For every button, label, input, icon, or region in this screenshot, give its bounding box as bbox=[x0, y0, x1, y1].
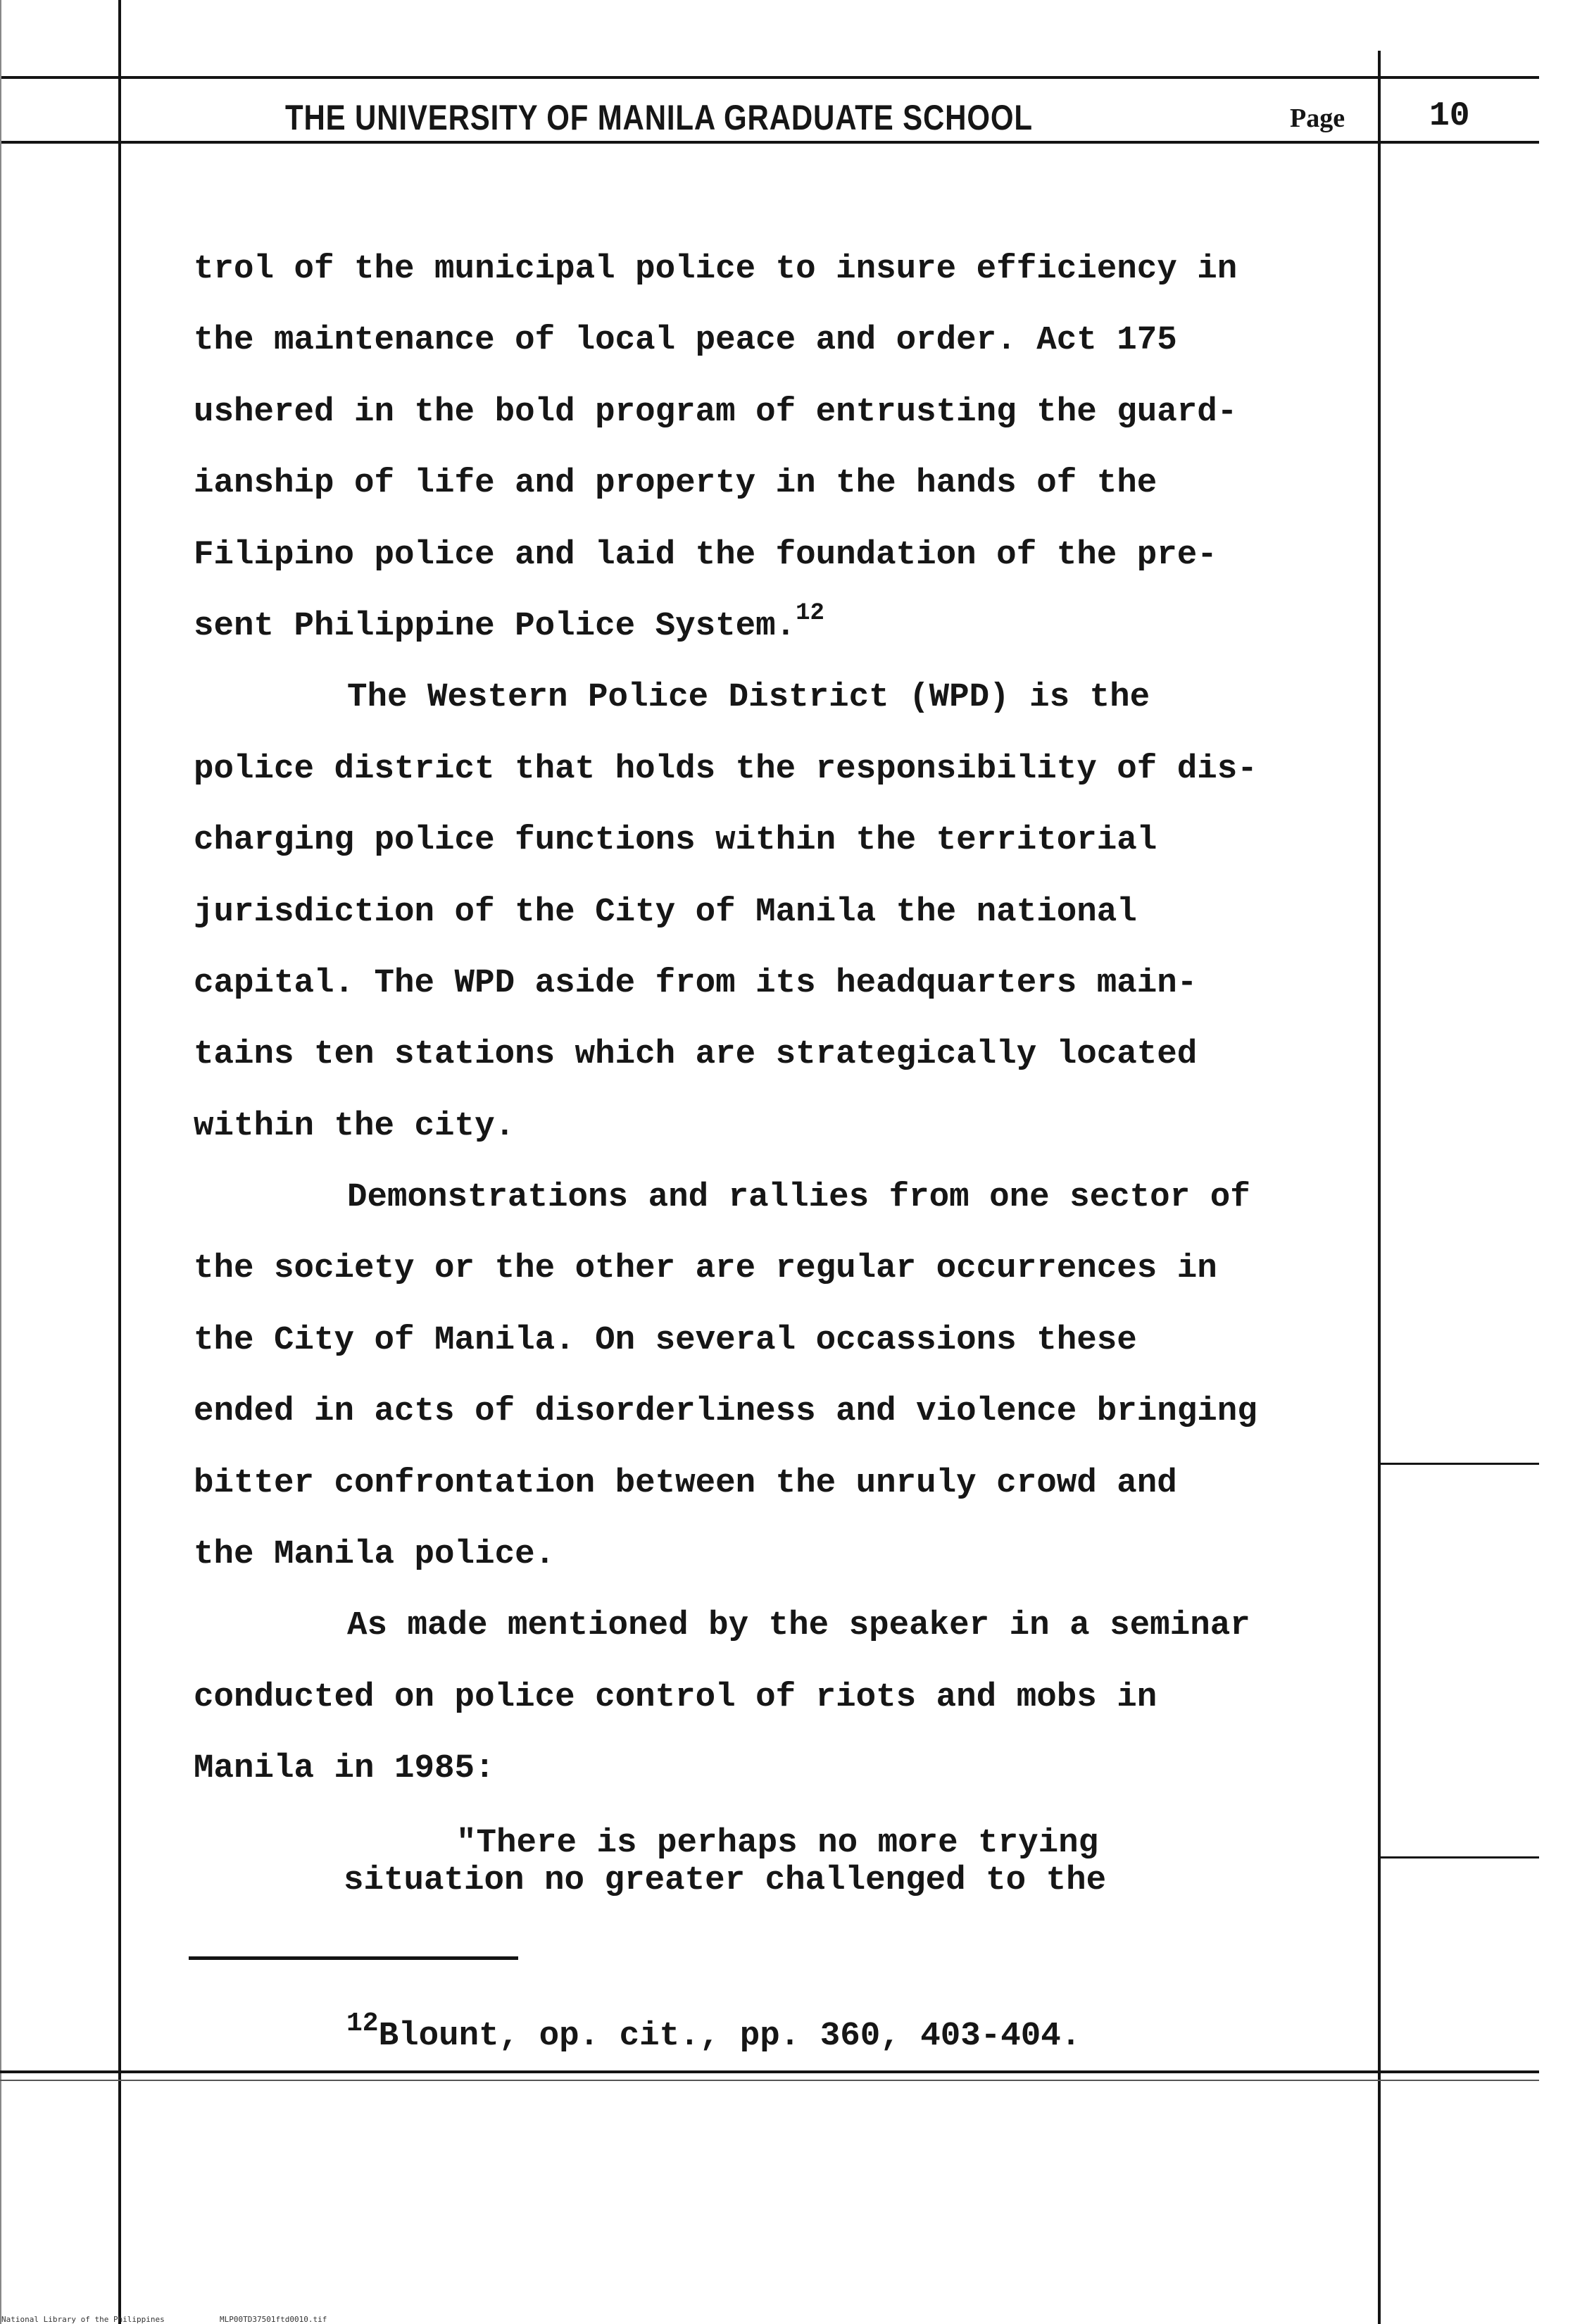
text-line: the Manila police. bbox=[194, 1535, 556, 1574]
text-line: the City of Manila. On several occassions these bbox=[194, 1320, 1137, 1359]
text-line-with-footnote bbox=[194, 591, 1362, 662]
library-caption: National Library of the Philippines bbox=[1, 2315, 165, 2324]
right-margin-rule bbox=[1378, 51, 1381, 2324]
left-margin-rule bbox=[118, 0, 121, 2324]
left-edge-rule bbox=[0, 0, 1, 2324]
footnote-reference: 12 bbox=[796, 599, 824, 627]
page-label: Page bbox=[1290, 104, 1345, 133]
right-column-rule-lower bbox=[1381, 1856, 1539, 1858]
text-line: Filipino police and laid the foundation of the pre- bbox=[194, 535, 1217, 574]
text-line: ended in acts of disorderliness and violence bringing bbox=[194, 1392, 1257, 1431]
text-line: police district that holds the responsibility of dis- bbox=[194, 749, 1257, 788]
right-column-rule-upper bbox=[1381, 1463, 1539, 1465]
quote-line: "There is perhaps no more trying bbox=[456, 1824, 1099, 1862]
footnote bbox=[346, 2008, 1081, 2055]
text-line: conducted on police control of riots and mobs in bbox=[194, 1678, 1157, 1716]
footer-rule-bottom bbox=[0, 2080, 1539, 2081]
text-line: tains ten stations which are strategically located bbox=[194, 1035, 1198, 1074]
text-line: jurisdiction of the City of Manila the national bbox=[194, 892, 1137, 931]
text-line: the society or the other are regular occurrences in bbox=[194, 1249, 1217, 1288]
text-line: ushered in the bold program of entrusting the guard- bbox=[194, 392, 1238, 431]
body-text bbox=[194, 234, 1362, 1805]
header-top-rule bbox=[0, 76, 1539, 79]
text-line: charging police functions within the territorial bbox=[194, 821, 1157, 860]
text-line: Manila in 1985: bbox=[194, 1749, 495, 1788]
footnote-separator bbox=[189, 1956, 518, 1960]
text-line: bitter confrontation between the unruly crowd and bbox=[194, 1463, 1177, 1502]
text-line: trol of the municipal police to insure efficiency in bbox=[194, 250, 1238, 288]
quote-line: situation no greater challenged to the bbox=[344, 1861, 1107, 1899]
text-line: sent Philippine Police System. bbox=[194, 606, 796, 645]
text-line: ianship of life and property in the hands of the bbox=[194, 464, 1157, 503]
paragraph-start: Demonstrations and rallies from one sector of bbox=[347, 1178, 1250, 1217]
text-line: within the city. bbox=[194, 1106, 515, 1145]
footnote-text: Blount, op. cit., pp. 360, 403-404. bbox=[378, 2017, 1081, 2055]
text-line: the maintenance of local peace and order. Act 175 bbox=[194, 321, 1177, 360]
paragraph-start: As made mentioned by the speaker in a seminar bbox=[347, 1606, 1250, 1645]
header-bottom-rule bbox=[0, 141, 1539, 144]
footer-rule-top bbox=[0, 2070, 1539, 2073]
paragraph-start: The Western Police District (WPD) is the bbox=[347, 678, 1150, 717]
page-number: 10 bbox=[1429, 97, 1470, 135]
text-line: capital. The WPD aside from its headquarters main- bbox=[194, 963, 1198, 1002]
school-title: THE UNIVERSITY OF MANILA GRADUATE SCHOOL bbox=[285, 98, 1033, 137]
block-quote bbox=[344, 1825, 1106, 1899]
footnote-marker: 12 bbox=[346, 2008, 379, 2039]
file-caption: MLP00TD37501ftd0010.tif bbox=[220, 2315, 327, 2324]
